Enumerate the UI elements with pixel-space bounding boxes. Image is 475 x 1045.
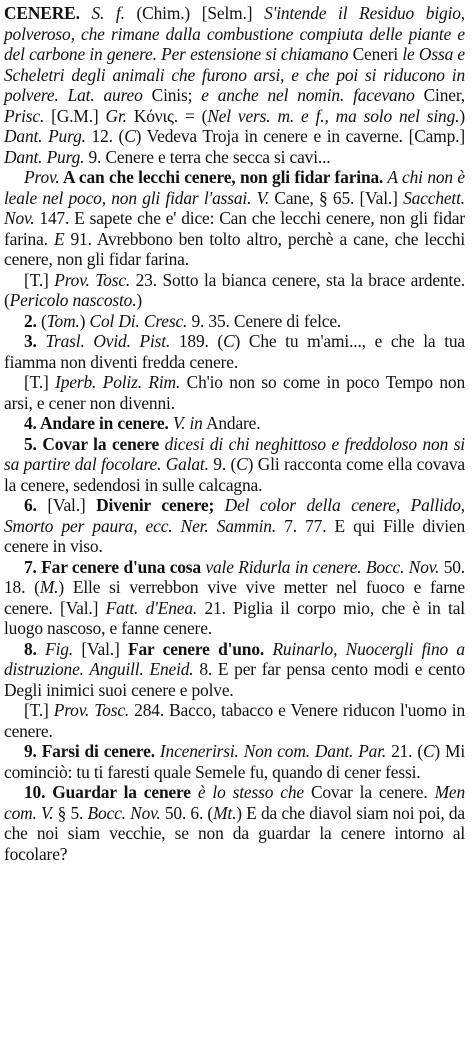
sense-4-paragraph (4, 413, 465, 434)
text-run: è lo stesso che (190, 782, 304, 802)
text-run: 3. (24, 331, 37, 351)
text-run: Prov. Tosc. (54, 269, 131, 290)
text-run: 10. Guardar la cenere (24, 782, 191, 802)
text-run: 21. ( (386, 741, 423, 761)
entry-headword-paragraph (4, 3, 465, 167)
text-run: ) Gli racconta come ella covava la cenere, sedendosi in sulle calcagna. (4, 454, 466, 495)
sense-8-proverb-paragraph (4, 700, 465, 741)
text-run: 9. Cenere e terra che secca si cavi... (84, 146, 331, 167)
text-run: ( (36, 310, 47, 331)
text-run: 50. 18. ( (4, 556, 465, 597)
text-run: 5. Covar la cenere (24, 433, 160, 454)
text-run: Covar la cenere. (303, 782, 435, 802)
text-run: 284. Bacco, tabacco e Venere riducon l'uomo in cenere. (4, 700, 466, 741)
text-run: ) E da che diavol siam noi poi, da che noi siam vecchie, se non da guardar la cenere intorno al focolare? (4, 802, 465, 864)
text-run: 21. Piglia il corpo mio, che è in tal luogo nascoso, e fanne cenere. (4, 597, 465, 638)
text-run: Prisc. (4, 105, 45, 126)
text-run: ) Elle si verrebbon vive vive metter nel fuoco e farne cenere. [Val.] (4, 577, 465, 618)
text-run: Iperb. Poliz. Rim. (55, 372, 181, 392)
text-run: A can che lecchi cenere, non gli fidar farina. (59, 167, 384, 187)
text-run: ) Vedeva Troja in cenere e in caverne. [Camp.] (135, 126, 466, 146)
sense-3-iperb-paragraph (4, 372, 465, 413)
text-run: Col Di. Cresc. (89, 310, 188, 331)
text-run: 2. (24, 310, 37, 331)
text-run: § 5. (53, 802, 88, 823)
sense-10-paragraph (4, 782, 465, 864)
text-run: dicesi di chi neghittoso e freddoloso non si sa partire dal focolare. Galat. (4, 433, 465, 474)
text-run: vale Ridurla in cenere. Bocc. Nov. (200, 556, 440, 577)
text-run: C (236, 454, 248, 474)
text-run: Men com. V. (4, 782, 466, 823)
text-run: [T.] (24, 269, 55, 290)
text-run: le Ossa e Scheletri degli animali che furono arsi, e che poi si riducono in polvere. Lat. aureo (4, 44, 465, 105)
text-run: 8. E per far pensa cento modi e cento Degli inimici suoi cenere e polve. (4, 659, 465, 700)
text-run: Ceneri (348, 44, 403, 64)
text-run: Fig. (36, 638, 74, 659)
text-run: 91. Avrebbono ben tolto altro, perchè a cane, che lecchi cenere, non gli fidar farina. (4, 228, 465, 269)
text-run: ) Che tu m'ami..., e che la tua fiamma non diventi fredda cenere. (4, 331, 465, 372)
text-run: 4. Andare in cenere. (24, 413, 169, 433)
sense-8-paragraph (4, 639, 465, 701)
text-run: C (124, 126, 136, 146)
text-run: Far cenere d'uno. (128, 638, 265, 659)
sense-3-paragraph (4, 331, 465, 372)
text-run: Prov. (24, 167, 60, 187)
text-run: ) (459, 105, 466, 126)
text-run: V. in (168, 413, 203, 433)
text-run: S. f. (79, 3, 125, 23)
text-run: 8. (24, 638, 37, 659)
text-run: Ciner, (414, 85, 465, 105)
text-run: ) (79, 310, 90, 331)
text-run: 9. Farsi di cenere. (24, 741, 155, 761)
text-run: e anche nel nomin. facevano (201, 85, 415, 105)
text-run: [T.] (24, 700, 54, 720)
text-run: ) (136, 290, 143, 310)
sense-5-paragraph (4, 434, 465, 496)
text-run: E (53, 228, 65, 249)
text-run: Trasl. Ovid. Pist. (36, 331, 171, 351)
text-run: Gr. (105, 105, 127, 126)
text-run: Κόνις. = ( (126, 105, 208, 126)
proverb-paragraph (4, 167, 465, 270)
text-run: Fatt. d'Enea. (105, 597, 198, 618)
text-run: 147. E sapete che e' dice: Can che lecchi cenere, non gli fidar farina. (4, 208, 465, 249)
text-run: 9. ( (208, 454, 237, 474)
text-run: 7. 77. E qui Fille divien cenere in viso. (4, 515, 465, 556)
text-run: Dant. Purg. (4, 126, 86, 146)
text-run: 50. 6. ( (160, 802, 214, 823)
text-run: Prov. Tosc. (53, 700, 130, 720)
text-run: 189. ( (170, 331, 224, 351)
text-run: Mt. (213, 802, 237, 823)
sense-6-paragraph (4, 495, 465, 557)
text-run: (Chim.) [Selm.] (124, 3, 265, 23)
text-run: CENERE. (4, 3, 80, 23)
text-run: 6. (24, 495, 37, 515)
text-run: S'intende il Residuo bigio, polveroso, che rimane dalla combustione compiuta delle piante e del carbone in genere. Per estensione si chiamano (4, 3, 465, 64)
text-run: C (223, 331, 235, 351)
text-run: ) Mi cominciò: tu ti faresti quale Semele fu, quando di cener fessi. (4, 741, 466, 782)
text-run: Del color della cenere, Pallido, Smorto per paura, ecc. Ner. Sammin. (4, 495, 465, 536)
text-run: Pericolo nascosto. (9, 290, 137, 310)
sense-9-paragraph (4, 741, 465, 782)
text-run: C (422, 741, 435, 761)
text-run: Cane, § 65. [Val.] (269, 187, 404, 208)
text-run: Nel vers. m. e f., ma solo nel sing. (207, 105, 460, 126)
text-run: Sacchett. Nov. (4, 187, 465, 228)
text-run: Divenir cenere; (96, 495, 215, 515)
text-run: A chi non è leale nel poco, non gli fidar l'assai. V. (4, 167, 466, 208)
text-run: [Val.] (73, 638, 128, 659)
text-run: Incenerirsi. Non com. Dant. Par. (154, 741, 387, 761)
text-run: Cinis; (142, 85, 202, 105)
text-run: 12. ( (85, 126, 125, 146)
sense-7-paragraph (4, 557, 465, 639)
text-run: Dant. Purg. (4, 146, 85, 167)
sense-2-paragraph (4, 311, 465, 332)
text-run: Bocc. Nov. (87, 802, 161, 823)
text-run: M. (39, 577, 59, 597)
text-run: 7. Far cenere d'una cosa (24, 556, 201, 577)
text-run: Ruinarlo, Nuocergli fino a distruzione. Anguill. Eneid. (4, 638, 465, 679)
text-run: Andare. (202, 413, 261, 433)
text-run: [T.] (24, 372, 56, 392)
text-run: Ch'io non so come in poco Tempo non arsi, e cener non divenni. (4, 372, 465, 413)
text-run: 23. Sotto la bianca cenere, sta la brace ardente. ( (4, 269, 465, 310)
proverb-tosc-paragraph (4, 270, 465, 311)
text-run: Tom. (46, 310, 80, 331)
text-run: 9. 35. Cenere di felce. (187, 310, 342, 331)
text-run: [Val.] (36, 495, 97, 515)
text-run: [G.M.] (44, 105, 106, 126)
